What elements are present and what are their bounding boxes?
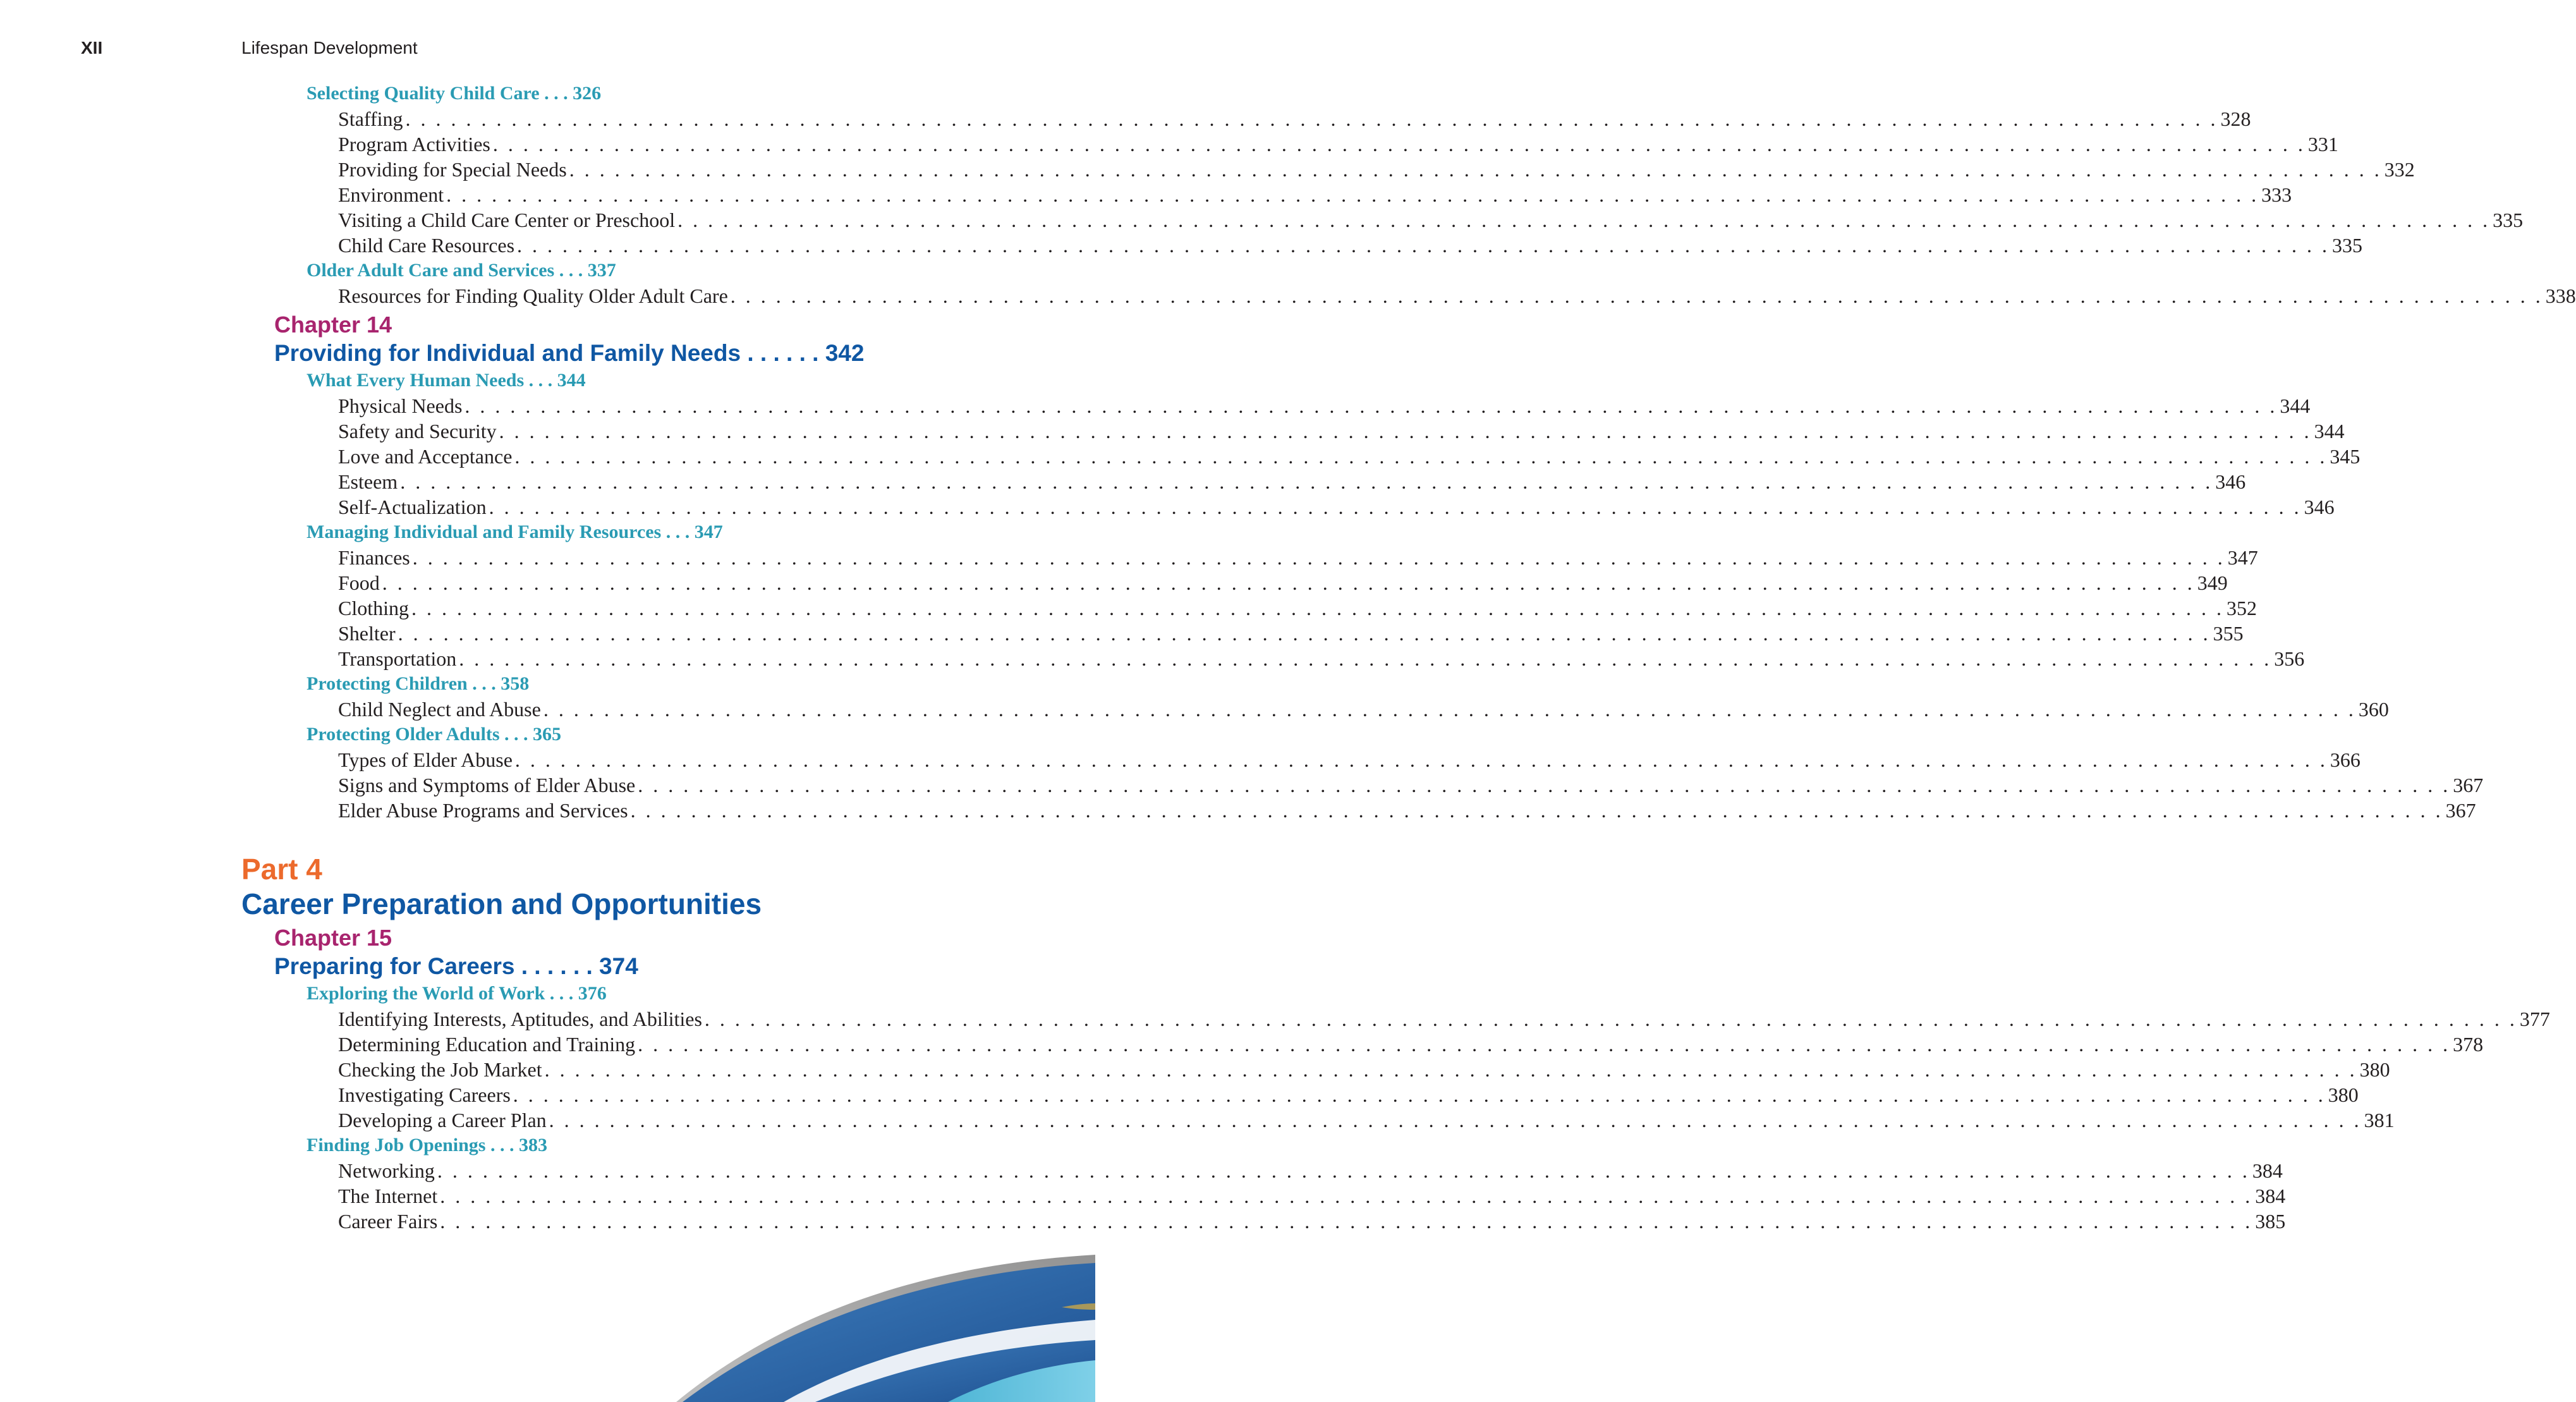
dot-leader: . . . . . . . . . . . . . . . . . . . . . . . . . . . . . . . . . . . . . . . . . . . . . . . . . . . . . . . . . . . . . . . . . . . . . . . . . . . . . . . . . . . . . . . . . . . . . . . . . . . . . . . . . . . . . . . . . . . . . . . .: [437, 1159, 2250, 1182]
toc-section-heading: Older Adult Care and Services . . . 337: [307, 260, 616, 281]
toc-page-number: 335: [2493, 209, 2524, 231]
toc-entry-title: Shelter: [338, 622, 396, 645]
dot-leader: . . . . . . . . . . . . . . . . . . . . . . . . . . . . . . . . . . . . . . . . . . . . . . . . . . . . . . . . . . . . . . . . . . . . . . . . . . . . . . . . . . . . . . . . . . . . . . . . . . . . . . . . . . . . . . . . . . . . . . . .: [514, 445, 2328, 468]
dot-leader: . . . . . . . . . . . . . . . . . . . . . . . . . . . . . . . . . . . . . . . . . . . . . . . . . . . . . . . . . . . . . . . . . . . . . . . . . . . . . . . . . . . . . . . . . . . . . . . . . . . . . . . . . . . . . . . . . . . . . . . .: [440, 1210, 2253, 1233]
toc-entry-title: Safety and Security: [338, 420, 497, 442]
toc-entry-title: Environment: [338, 183, 444, 206]
page-number: XII: [81, 38, 103, 58]
toc-page-number: 367: [2453, 774, 2484, 796]
chapter-title: Providing for Individual and Family Needs . . . . . . 342: [274, 340, 865, 366]
dot-leader: . . . . . . . . . . . . . . . . . . . . . . . . . . . . . . . . . . . . . . . . . . . . . . . . . . . . . . . . . . . . . . . . . . . . . . . . . . . . . . . . . . . . . . . . . . . . . . . . . . . . . . . . . . . . . . . . . . . . . . . .: [382, 571, 2195, 594]
dot-leader: . . . . . . . . . . . . . . . . . . . . . . . . . . . . . . . . . . . . . . . . . . . . . . . . . . . . . . . . . . . . . . . . . . . . . . . . . . . . . . . . . . . . . . . . . . . . . . . . . . . . . . . . . . . . . . . . . . . . . . . .: [465, 394, 2278, 417]
toc-section-heading: Protecting Children . . . 358: [307, 673, 530, 694]
toc-page-number: 385: [2255, 1210, 2286, 1233]
dot-leader: . . . . . . . . . . . . . . . . . . . . . . . . . . . . . . . . . . . . . . . . . . . . . . . . . . . . . . . . . . . . . . . . . . . . . . . . . . . . . . . . . . . . . . . . . . . . . . . . . . . . . . . . . . . . . . . . . . . . . . . .: [569, 158, 2382, 181]
toc-section-heading: Exploring the World of Work . . . 376: [307, 983, 607, 1004]
toc-section-heading: What Every Human Needs . . . 344: [307, 370, 586, 391]
toc-page-number: 344: [2280, 394, 2311, 417]
toc-page-number: 360: [2358, 698, 2389, 721]
toc-page-number: 367: [2445, 799, 2476, 822]
toc-page-number: 331: [2307, 133, 2338, 155]
toc-page-number: 332: [2384, 158, 2415, 181]
toc-entry-title: Food: [338, 571, 380, 594]
toc-entry-title: The Internet: [338, 1185, 438, 1207]
toc-entry-title: Identifying Interests, Aptitudes, and Abilities: [338, 1008, 702, 1030]
dot-leader: . . . . . . . . . . . . . . . . . . . . . . . . . . . . . . . . . . . . . . . . . . . . . . . . . . . . . . . . . . . . . . . . . . . . . . . . . . . . . . . . . . . . . . . . . . . . . . . . . . . . . . . . . . . . . . . . . . . . . . . .: [630, 799, 2443, 822]
toc-page-number: 347: [2227, 546, 2258, 569]
running-title: Lifespan Development: [241, 38, 418, 58]
dot-leader: . . . . . . . . . . . . . . . . . . . . . . . . . . . . . . . . . . . . . . . . . . . . . . . . . . . . . . . . . . . . . . . . . . . . . . . . . . . . . . . . . . . . . . . . . . . . . . . . . . . . . . . . . . . . . . . . . . . . . . . .: [677, 209, 2491, 231]
toc-page-number: 328: [2220, 107, 2251, 130]
toc-entry-title: Signs and Symptoms of Elder Abuse: [338, 774, 636, 796]
dot-leader: . . . . . . . . . . . . . . . . . . . . . . . . . . . . . . . . . . . . . . . . . . . . . . . . . . . . . . . . . . . . . . . . . . . . . . . . . . . . . . . . . . . . . . . . . . . . . . . . . . . . . . . . . . . . . . . . . . . . . . . .: [638, 1033, 2451, 1056]
toc-page-number: 349: [2197, 571, 2228, 594]
toc-section-heading: Protecting Older Adults . . . 365: [307, 724, 562, 745]
toc-entry-title: Providing for Special Needs: [338, 158, 567, 181]
dot-leader: . . . . . . . . . . . . . . . . . . . . . . . . . . . . . . . . . . . . . . . . . . . . . . . . . . . . . . . . . . . . . . . . . . . . . . . . . . . . . . . . . . . . . . . . . . . . . . . . . . . . . . . . . . . . . . . . . . . . . . . .: [400, 470, 2213, 493]
dot-leader: . . . . . . . . . . . . . . . . . . . . . . . . . . . . . . . . . . . . . . . . . . . . . . . . . . . . . . . . . . . . . . . . . . . . . . . . . . . . . . . . . . . . . . . . . . . . . . . . . . . . . . . . . . . . . . . . . . . . . . . .: [489, 496, 2302, 518]
dot-leader: . . . . . . . . . . . . . . . . . . . . . . . . . . . . . . . . . . . . . . . . . . . . . . . . . . . . . . . . . . . . . . . . . . . . . . . . . . . . . . . . . . . . . . . . . . . . . . . . . . . . . . . . . . . . . . . . . . . . . . . .: [440, 1185, 2253, 1207]
chapter-label: Chapter 15: [274, 925, 392, 951]
toc-page-number: 366: [2330, 748, 2360, 771]
toc-entry-title: Types of Elder Abuse: [338, 748, 513, 771]
toc-entry-title: Child Neglect and Abuse: [338, 698, 541, 721]
toc-entry-title: Self-Actualization: [338, 496, 487, 518]
toc-entry-title: Finances: [338, 546, 410, 569]
toc-section-heading: Managing Individual and Family Resources . . . 347: [307, 521, 723, 542]
dot-leader: . . . . . . . . . . . . . . . . . . . . . . . . . . . . . . . . . . . . . . . . . . . . . . . . . . . . . . . . . . . . . . . . . . . . . . . . . . . . . . . . . . . . . . . . . . . . . . . . . . . . . . . . . . . . . . . . . . . . . . . .: [398, 622, 2211, 645]
toc-entry-title: Checking the Job Market: [338, 1058, 542, 1081]
toc-entry-title: Transportation: [338, 647, 457, 670]
toc-entry-title: Staffing: [338, 107, 403, 130]
dot-leader: . . . . . . . . . . . . . . . . . . . . . . . . . . . . . . . . . . . . . . . . . . . . . . . . . . . . . . . . . . . . . . . . . . . . . . . . . . . . . . . . . . . . . . . . . . . . . . . . . . . . . . . . . . . . . . . . . . . . . . . .: [517, 234, 2330, 257]
toc-entry-title: Networking: [338, 1159, 435, 1182]
dot-leader: . . . . . . . . . . . . . . . . . . . . . . . . . . . . . . . . . . . . . . . . . . . . . . . . . . . . . . . . . . . . . . . . . . . . . . . . . . . . . . . . . . . . . . . . . . . . . . . . . . . . . . . . . . . . . . . . . . . . . . . .: [638, 774, 2451, 796]
toc-page-number: 355: [2213, 622, 2244, 645]
toc-entry-title: Clothing: [338, 597, 410, 619]
toc-entry-title: Visiting a Child Care Center or Preschool: [338, 209, 676, 231]
corner-swoosh-decoration: [0, 0, 1095, 1402]
toc-entry-title: Physical Needs: [338, 394, 463, 417]
part-title: Career Preparation and Opportunities: [241, 887, 762, 920]
toc-page-number: 352: [2227, 597, 2257, 619]
dot-leader: . . . . . . . . . . . . . . . . . . . . . . . . . . . . . . . . . . . . . . . . . . . . . . . . . . . . . . . . . . . . . . . . . . . . . . . . . . . . . . . . . . . . . . . . . . . . . . . . . . . . . . . . . . . . . . . . . . . . . . . .: [492, 133, 2306, 155]
dot-leader: . . . . . . . . . . . . . . . . . . . . . . . . . . . . . . . . . . . . . . . . . . . . . . . . . . . . . . . . . . . . . . . . . . . . . . . . . . . . . . . . . . . . . . . . . . . . . . . . . . . . . . . . . . . . . . . . . . . . . . . .: [411, 597, 2225, 619]
toc-page-number: 338: [2545, 284, 2576, 307]
toc-page-number: 377: [2519, 1008, 2550, 1030]
toc-entry-title: Child Care Resources: [338, 234, 515, 257]
toc-page-number: 384: [2252, 1159, 2283, 1182]
dot-leader: . . . . . . . . . . . . . . . . . . . . . . . . . . . . . . . . . . . . . . . . . . . . . . . . . . . . . . . . . . . . . . . . . . . . . . . . . . . . . . . . . . . . . . . . . . . . . . . . . . . . . . . . . . . . . . . . . . . . . . . .: [544, 1058, 2357, 1081]
part-label: Part 4: [241, 853, 322, 886]
toc-page-number: 333: [2261, 183, 2292, 206]
toc-entry-title: Esteem: [338, 470, 398, 493]
toc-page-number: 344: [2314, 420, 2345, 442]
dot-leader: . . . . . . . . . . . . . . . . . . . . . . . . . . . . . . . . . . . . . . . . . . . . . . . . . . . . . . . . . . . . . . . . . . . . . . . . . . . . . . . . . . . . . . . . . . . . . . . . . . . . . . . . . . . . . . . . . . . . . . . .: [514, 748, 2328, 771]
dot-leader: . . . . . . . . . . . . . . . . . . . . . . . . . . . . . . . . . . . . . . . . . . . . . . . . . . . . . . . . . . . . . . . . . . . . . . . . . . . . . . . . . . . . . . . . . . . . . . . . . . . . . . . . . . . . . . . . . . . . . . . .: [412, 546, 2225, 569]
toc-entry-title: Love and Acceptance: [338, 445, 513, 468]
toc-entry-title: Program Activities: [338, 133, 490, 155]
dot-leader: . . . . . . . . . . . . . . . . . . . . . . . . . . . . . . . . . . . . . . . . . . . . . . . . . . . . . . . . . . . . . . . . . . . . . . . . . . . . . . . . . . . . . . . . . . . . . . . . . . . . . . . . . . . . . . . . . . . . . . . .: [513, 1083, 2326, 1106]
toc-page-number: 384: [2255, 1185, 2286, 1207]
toc-page-number: 380: [2359, 1058, 2390, 1081]
dot-leader: . . . . . . . . . . . . . . . . . . . . . . . . . . . . . . . . . . . . . . . . . . . . . . . . . . . . . . . . . . . . . . . . . . . . . . . . . . . . . . . . . . . . . . . . . . . . . . . . . . . . . . . . . . . . . . . . . . . . . . . .: [549, 1109, 2362, 1131]
dot-leader: . . . . . . . . . . . . . . . . . . . . . . . . . . . . . . . . . . . . . . . . . . . . . . . . . . . . . . . . . . . . . . . . . . . . . . . . . . . . . . . . . . . . . . . . . . . . . . . . . . . . . . . . . . . . . . . . . . . . . . . .: [704, 1008, 2517, 1030]
toc-entry-title: Investigating Careers: [338, 1083, 511, 1106]
toc-page-number: 380: [2328, 1083, 2359, 1106]
dot-leader: . . . . . . . . . . . . . . . . . . . . . . . . . . . . . . . . . . . . . . . . . . . . . . . . . . . . . . . . . . . . . . . . . . . . . . . . . . . . . . . . . . . . . . . . . . . . . . . . . . . . . . . . . . . . . . . . . . . . . . . .: [499, 420, 2312, 442]
dot-leader: . . . . . . . . . . . . . . . . . . . . . . . . . . . . . . . . . . . . . . . . . . . . . . . . . . . . . . . . . . . . . . . . . . . . . . . . . . . . . . . . . . . . . . . . . . . . . . . . . . . . . . . . . . . . . . . . . . . . . . . .: [405, 107, 2218, 130]
toc-entry-title: Career Fairs: [338, 1210, 438, 1233]
toc-entry-title: Resources for Finding Quality Older Adult Care: [338, 284, 728, 307]
toc-page-number: 378: [2453, 1033, 2484, 1056]
toc-page-number: 335: [2332, 234, 2363, 257]
toc-section-heading: Selecting Quality Child Care . . . 326: [307, 83, 602, 104]
dot-leader: . . . . . . . . . . . . . . . . . . . . . . . . . . . . . . . . . . . . . . . . . . . . . . . . . . . . . . . . . . . . . . . . . . . . . . . . . . . . . . . . . . . . . . . . . . . . . . . . . . . . . . . . . . . . . . . . . . . . . . . .: [459, 647, 2272, 670]
toc-page-number: 346: [2304, 496, 2335, 518]
toc-page-number: 345: [2330, 445, 2360, 468]
dot-leader: . . . . . . . . . . . . . . . . . . . . . . . . . . . . . . . . . . . . . . . . . . . . . . . . . . . . . . . . . . . . . . . . . . . . . . . . . . . . . . . . . . . . . . . . . . . . . . . . . . . . . . . . . . . . . . . . . . . . . . . .: [543, 698, 2356, 721]
toc-section-heading: Finding Job Openings . . . 383: [307, 1135, 547, 1155]
toc-entry-title: Determining Education and Training: [338, 1033, 636, 1056]
dot-leader: . . . . . . . . . . . . . . . . . . . . . . . . . . . . . . . . . . . . . . . . . . . . . . . . . . . . . . . . . . . . . . . . . . . . . . . . . . . . . . . . . . . . . . . . . . . . . . . . . . . . . . . . . . . . . . . . . . . . . . . .: [446, 183, 2259, 206]
dot-leader: . . . . . . . . . . . . . . . . . . . . . . . . . . . . . . . . . . . . . . . . . . . . . . . . . . . . . . . . . . . . . . . . . . . . . . . . . . . . . . . . . . . . . . . . . . . . . . . . . . . . . . . . . . . . . . . . . . . . . . . .: [730, 284, 2543, 307]
toc-page-number: 346: [2215, 470, 2246, 493]
toc-page-number: 381: [2364, 1109, 2395, 1131]
chapter-title: Preparing for Careers . . . . . . 374: [274, 953, 638, 979]
toc-page-number: 356: [2274, 647, 2305, 670]
toc-entry-title: Developing a Career Plan: [338, 1109, 547, 1131]
toc-entry-title: Elder Abuse Programs and Services: [338, 799, 628, 822]
chapter-label: Chapter 14: [274, 312, 392, 338]
